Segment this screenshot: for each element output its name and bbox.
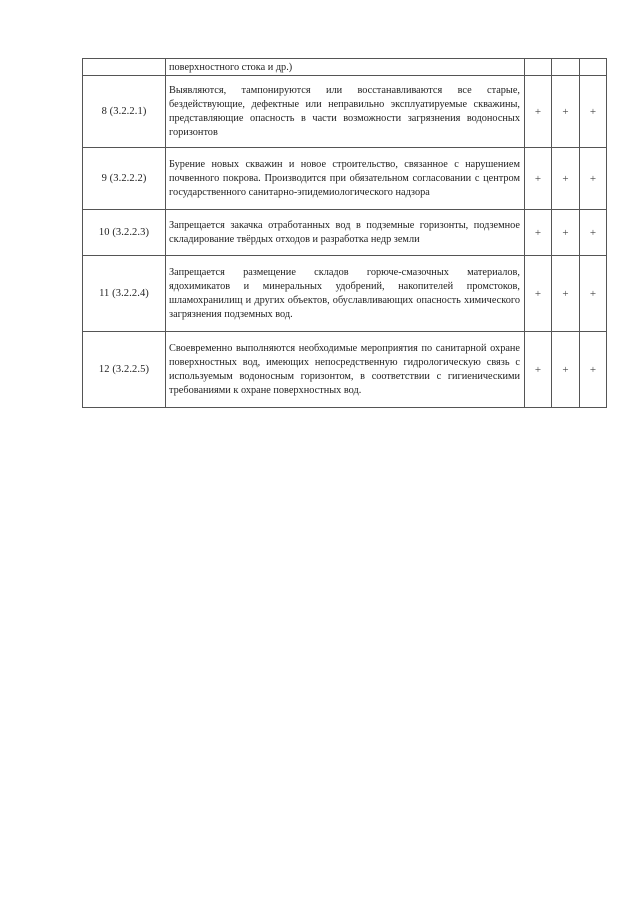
zone-1-mark: +: [525, 148, 552, 210]
zone-3-mark: +: [580, 76, 607, 148]
zone-3-mark: +: [580, 256, 607, 332]
zone-1-mark: +: [525, 76, 552, 148]
table-row: [83, 148, 607, 210]
table-row: [83, 210, 607, 256]
requirements-table: [82, 58, 607, 408]
requirement-text: Запрещается размещение складов горюче-смазочных материалов, ядохимикатов и минеральных удобрений, накопителей промстоков, шламохранилищ и других объектов, обуславливающих опасность химического загрязнения подземных вод.: [166, 256, 525, 332]
zone-2-mark: +: [552, 76, 580, 148]
zone-2-mark: +: [552, 256, 580, 332]
zone-1-mark: +: [525, 256, 552, 332]
requirement-text: Запрещается закачка отработанных вод в подземные горизонты, подземное складирование твёрдых отходов и разработка недр земли: [166, 210, 525, 256]
zone-2-mark: +: [552, 210, 580, 256]
zone-1-mark: [525, 59, 552, 76]
requirement-text: поверхностного стока и др.): [166, 59, 525, 76]
row-number: 12 (3.2.2.5): [83, 332, 166, 408]
row-number: 9 (3.2.2.2): [83, 148, 166, 210]
zone-2-mark: [552, 59, 580, 76]
zone-3-mark: [580, 59, 607, 76]
zone-2-mark: +: [552, 332, 580, 408]
table-row: [83, 256, 607, 332]
row-number: [83, 59, 166, 76]
zone-3-mark: +: [580, 148, 607, 210]
requirement-text: Бурение новых скважин и новое строительство, связанное с нарушением почвенного покрова. Производится при обязательном согласовании с центром государственного санитарно-эпидемиологического надзора: [166, 148, 525, 210]
row-number: 8 (3.2.2.1): [83, 76, 166, 148]
table-row: [83, 76, 607, 148]
requirement-text: Своевременно выполняются необходимые мероприятия по санитарной охране поверхностных вод, имеющих непосредственную гидрологическую связь с используемым водоносным горизонтом, в соответствии с гигиеническими требованиями к охране поверхностных вод.: [166, 332, 525, 408]
zone-1-mark: +: [525, 332, 552, 408]
requirement-text: Выявляются, тампонируются или восстанавливаются все старые, бездействующие, дефектные или неправильно эксплуатируемые скважины, представляющие опасность в части возможности загрязнения водоносных горизонтов: [166, 76, 525, 148]
zone-3-mark: +: [580, 332, 607, 408]
zone-1-mark: +: [525, 210, 552, 256]
table-row: [83, 59, 607, 76]
zone-3-mark: +: [580, 210, 607, 256]
row-number: 11 (3.2.2.4): [83, 256, 166, 332]
row-number: 10 (3.2.2.3): [83, 210, 166, 256]
zone-2-mark: +: [552, 148, 580, 210]
table-row: [83, 332, 607, 408]
